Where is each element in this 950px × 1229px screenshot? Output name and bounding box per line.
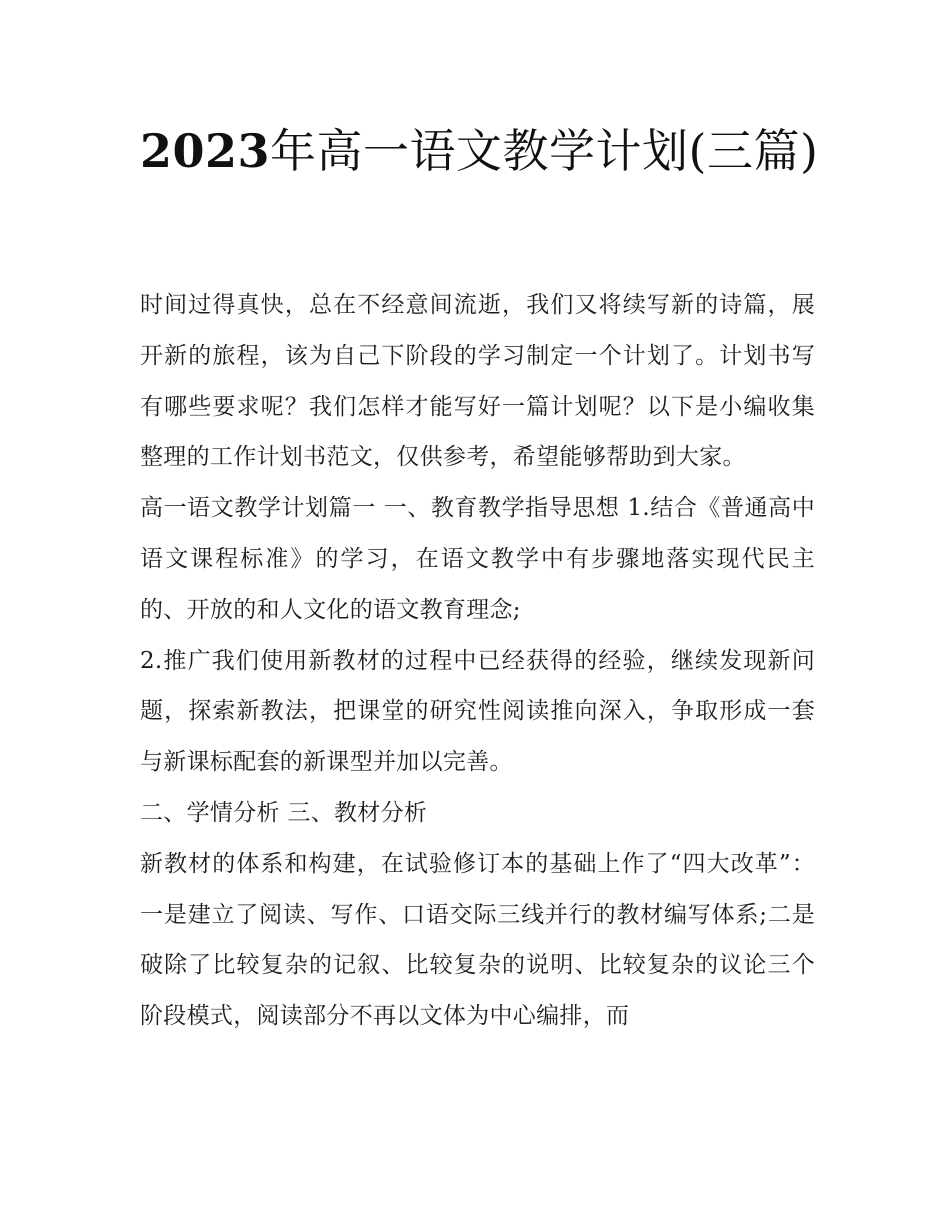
document-body: [140, 280, 815, 1042]
paragraph-plan-one-guiding-thought: 高一语文教学计划篇一 一、教育教学指导思想 1.结合《普通高中语文课程标准》的学习，在语文教学中有步骤地落实现代民主的、开放的和人文化的语文教育理念;: [140, 495, 815, 623]
paragraph-point-two: 2.推广我们使用新教材的过程中已经获得的经验，继续发现新问题，探索新教法，把课堂的研究性阅读推向深入，争取形成一套与新课标配套的新课型并加以完善。: [140, 647, 815, 776]
paragraph-section-headings: 二、学情分析 三、教材分析: [140, 799, 428, 826]
paragraph-textbook-analysis: 新教材的体系和构建，在试验修订本的基础上作了“四大改革”：一是建立了阅读、写作、口语交际三线并行的教材编写体系;二是破除了比较复杂的记叙、比较复杂的说明、比较复杂的议论三个阶段模式，阅读部分不再以文体为中心编排，而: [140, 850, 815, 1030]
document-title: [140, 112, 820, 190]
paragraph-intro: 时间过得真快，总在不经意间流逝，我们又将续写新的诗篇，展开新的旅程，该为自己下阶段的学习制定一个计划了。计划书写有哪些要求呢？我们怎样才能写好一篇计划呢？以下是小编收集整理的工作计划书范文，仅供参考，希望能够帮助到大家。: [140, 292, 815, 471]
title-text: 年高一语文教学计划(三篇): [270, 124, 819, 178]
title-year: 2023: [140, 124, 271, 178]
